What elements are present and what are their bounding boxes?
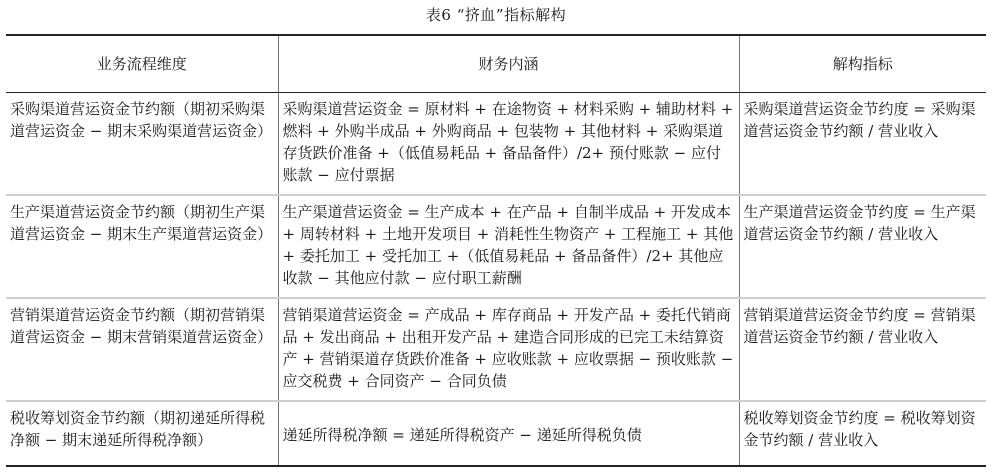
cell-indicator: 税收筹划资金节约度 = 税收筹划资金节约额 / 营业收入 <box>739 401 986 466</box>
indicator-table <box>6 34 986 467</box>
header-indicator: 解构指标 <box>739 35 986 93</box>
table-caption: 表6 “挤血”指标解构 <box>425 6 567 24</box>
table-row <box>6 401 986 466</box>
table-row <box>6 298 986 401</box>
cell-indicator: 采购渠道营运资金节约度 = 采购渠道营运资金节约额 / 营业收入 <box>739 93 986 196</box>
cell-dimension: 税收筹划资金节约额（期初递延所得税净额 − 期末递延所得税净额） <box>6 401 278 466</box>
cell-financial-meaning: 生产渠道营运资金 = 生产成本 + 在产品 + 自制半成品 + 开发成本 + 周转材料 + 土地开发项目 + 消耗性生物资产 + 工程施工 + 其他 + 委托加工 + 受托加工 +（低值易耗品 + 备品备件）/2+ 其他应收款 − 其他应付款 − 应付职工薪酬 <box>278 195 739 298</box>
cell-indicator: 营销渠道营运资金节约度 = 营销渠道营运资金节约额 / 营业收入 <box>739 298 986 401</box>
table-row <box>6 195 986 298</box>
table-row <box>6 93 986 196</box>
cell-dimension: 生产渠道营运资金节约额（期初生产渠道营运资金 − 期末生产渠道营运资金） <box>6 195 278 298</box>
cell-dimension: 采购渠道营运资金节约额（期初采购渠道营运资金 − 期末采购渠道营运资金） <box>6 93 278 196</box>
cell-indicator: 生产渠道营运资金节约度 = 生产渠道营运资金节约额 / 营业收入 <box>739 195 986 298</box>
table-header-row <box>6 35 986 93</box>
cell-dimension: 营销渠道营运资金节约额（期初营销渠道营运资金 − 期末营销渠道营运资金） <box>6 298 278 401</box>
cell-financial-meaning: 采购渠道营运资金 = 原材料 + 在途物资 + 材料采购 + 辅助材料 + 燃料 + 外购半成品 + 外购商品 + 包装物 + 其他材料 + 采购渠道存货跌价准备 +（低值易耗品 + 备品备件）/2+ 预付账款 − 应付账款 − 应付票据 <box>278 93 739 196</box>
cell-financial-meaning: 营销渠道营运资金 = 产成品 + 库存商品 + 开发产品 + 委托代销商品 + 发出商品 + 出租开发产品 + 建造合同形成的已完工未结算资产 + 营销渠道存货跌价准备 + 应收账款 + 应收票据 − 预收账款 − 应交税费 + 合同资产 − 合同负债 <box>278 298 739 401</box>
cell-financial-meaning: 递延所得税净额 = 递延所得税资产 − 递延所得税负债 <box>278 401 739 466</box>
header-financial-meaning: 财务内涵 <box>278 35 739 93</box>
header-dimension: 业务流程维度 <box>6 35 278 93</box>
